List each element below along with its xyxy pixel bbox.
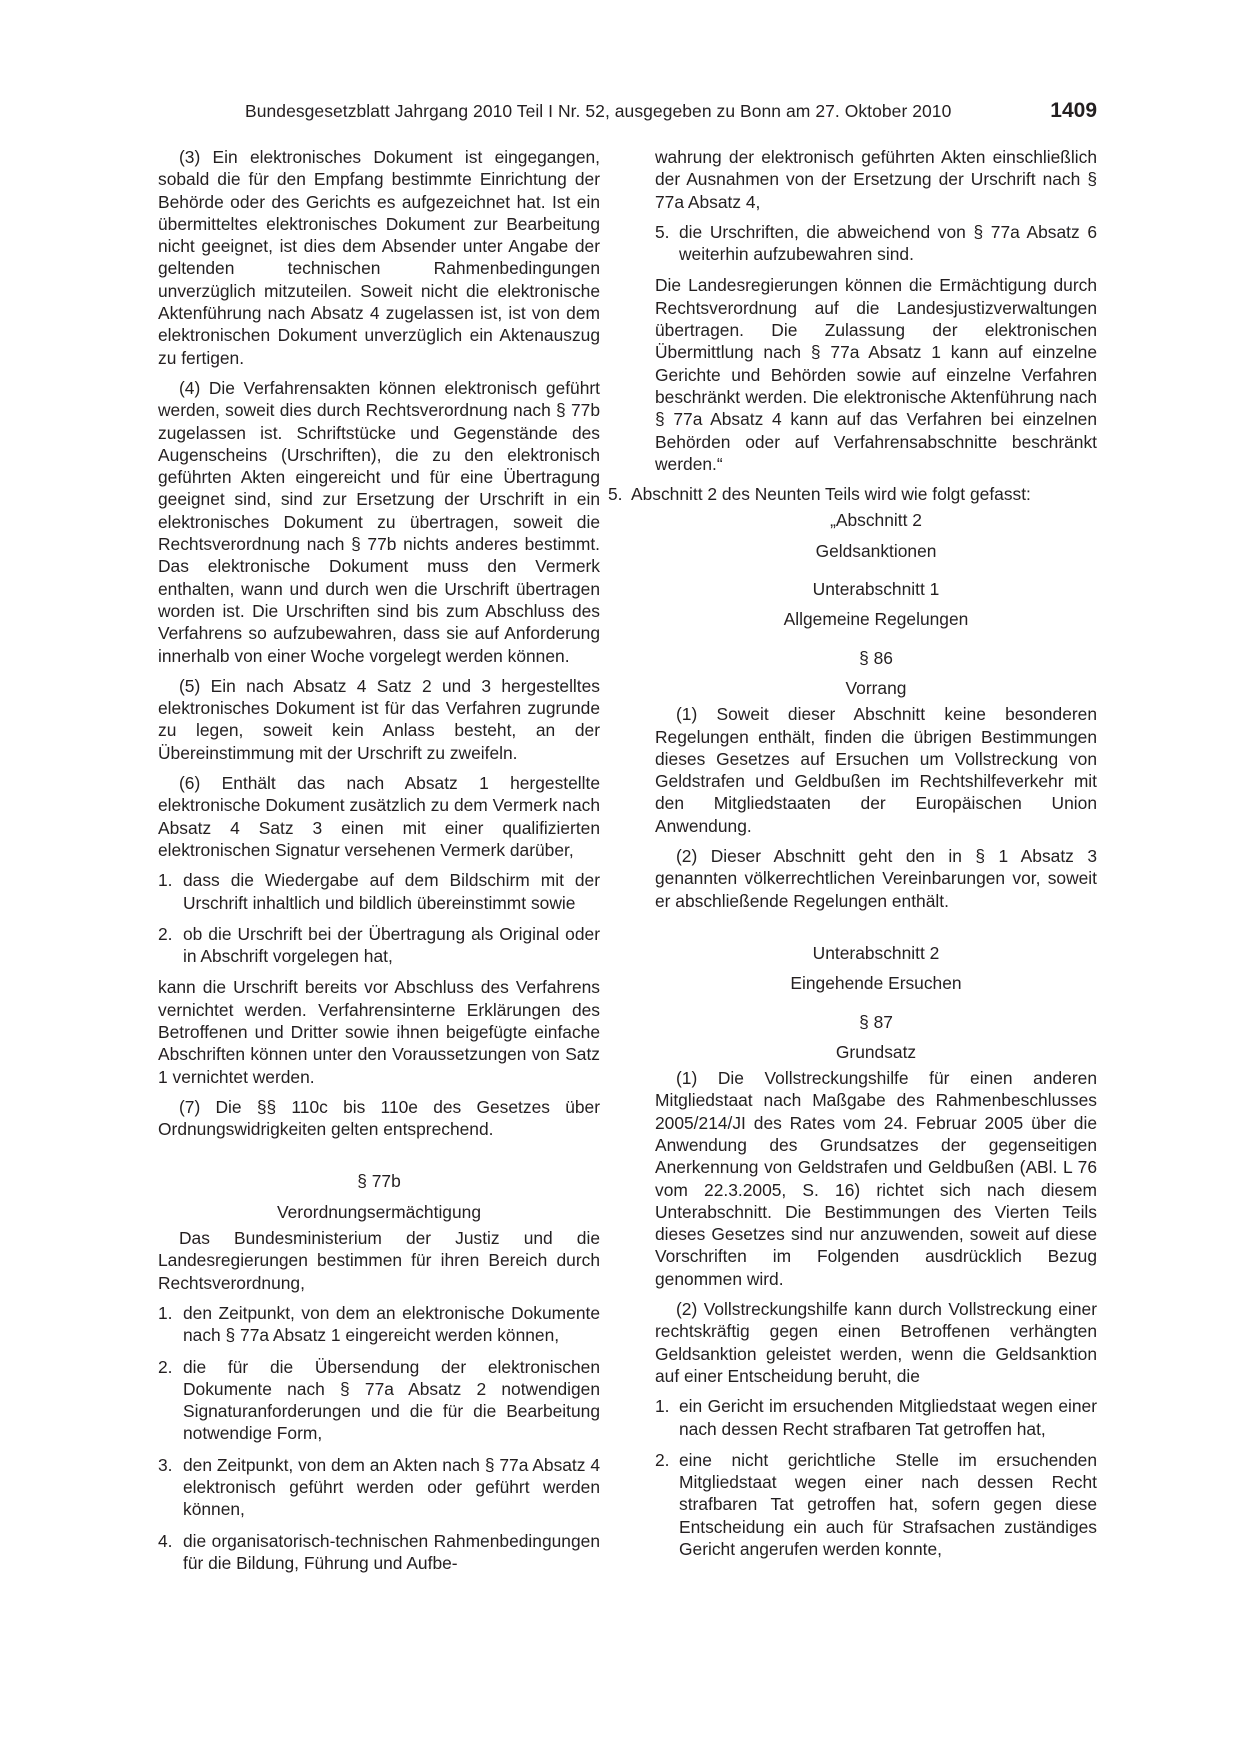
section-77b-intro: Das Bundesministerium der Justiz und die Landesregierungen bestimmen für ihren Bereich durch Rechtsverordnung, [158,1228,600,1293]
header-title: Bundesgesetzblatt Jahrgang 2010 Teil I Nr. 52, ausgegeben zu Bonn am 27. Oktober 2010 [245,101,952,121]
section-number: § 87 [859,1011,893,1032]
list-item [158,869,600,914]
unterabschnitt-title: Eingehende Ersuchen [790,973,962,994]
paragraph-77a-6-continuation: kann die Urschrift bereits vor Abschluss des Verfahrens vernichtet werden. Verfahrensinterne Erklärungen des Betroffenen und Dritter sowie ihnen beigefügte einfache Abschriften können unter den Voraussetzungen von Satz 1 vernichtet werden. [158,977,600,1087]
list-item-text: ein Gericht im ersuchenden Mitgliedstaat wegen einer nach dessen Recht strafbaren Tat getroffen hat, [679,1396,1097,1439]
section-86-paragraph-1: (1) Soweit dieser Abschnitt keine besonderen Regelungen enthält, finden die übrigen Bestimmungen dieses Gesetzes auf Ersuchen um Vollstreckung von Geldstrafen und Geldbußen im Rechtshilfeverkehr mit den Mitgliedstaaten der Europäischen Union Anwendung. [655,704,1097,836]
paragraph-77a-4: (4) Die Verfahrensakten können elektronisch geführt werden, soweit dies durch Rechtsverordnung nach § 77b zugelassen ist. Schriftstücke und Gegenstände des Augenscheins (Urschriften), die zu den elektronisch geführten Akten eingereicht und für eine Übertragung geeignet sind, sind zur Ersetzung der Urschrift in ein elektronisches Dokument zu übertragen, soweit die Rechtsverordnung nach § 77b nichts anderes bestimmt. Das elektronische Dokument muss den Vermerk enthalten, wann und durch wen die Urschrift übertragen worden ist. Die Urschriften sind bis zum Abschluss des Verfahrens so aufzubewahren, dass sie auf Anforderung innerhalb von einer Woche vorgelegt werden können. [158,377,600,666]
section-number: § 77b [357,1171,401,1192]
abschnitt-heading: „Abschnitt 2 [830,510,922,531]
list-item-number: 1. [655,1396,670,1417]
running-header [245,101,1097,131]
paragraph-77a-7: (7) Die §§ 110c bis 110e des Gesetzes über Ordnungswidrigkeiten gelten entsprechend. [158,1096,600,1140]
list-item [655,221,1097,266]
list-item-text: den Zeitpunkt, von dem an elektronische Dokumente nach § 77a Absatz 1 eingereicht werden können, [183,1302,600,1346]
page-number: 1409 [1050,99,1097,122]
amendment-item [608,483,1097,505]
section-87-paragraph-2: (2) Vollstreckungshilfe kann durch Vollstreckung einer rechtskräftig gegen einen Betroffenen verhängten Geldsanktion geleistet werden, wenn die Geldsanktion auf einer Entscheidung beruht, die [655,1299,1097,1386]
list-item-number: 2. [158,1356,173,1377]
list-item-text: eine nicht gerichtliche Stelle im ersuchenden Mitgliedstaat wegen einer nach dessen Recht strafbaren Tat getroffen hat, sofern gegen diese Entscheidung ein auch für Strafsachen zuständiges Gericht angerufen werden konnte, [679,1449,1097,1560]
list-item-number: 3. [158,1454,173,1475]
section-87-paragraph-1: (1) Die Vollstreckungshilfe für einen anderen Mitgliedstaat nach Maßgabe des Rahmenbeschlusses 2005/214/JI des Rates vom 24. Februar 2005 über die Anwendung des Grundsatzes der gegenseitigen Anerkennung von Geldstrafen und Geldbußen (ABl. L 76 vom 22.3.2005, S. 16) richtet sich nach diesem Unterabschnitt. Die Bestimmungen des Vierten Teils dieses Gesetzes sind nur anzuwenden, soweit auf diese Vorschriften im Folgenden ausdrücklich Bezug genommen wird. [655,1068,1097,1289]
unterabschnitt-title: Allgemeine Regelungen [783,609,969,630]
paragraph-77a-6: (6) Enthält das nach Absatz 1 hergestellte elektronische Dokument zusätzlich zu dem Vermerk nach Absatz 4 Satz 3 einen mit einer qualifizierten elektronischen Signatur versehenen Vermerk darüber, [158,773,600,860]
list-item-text: die organisatorisch-technischen Rahmenbedingungen für die Bildung, Führung und Aufbe- [183,1530,600,1573]
abschnitt-title: Geldsanktionen [815,540,937,561]
section-title: Verordnungsermächtigung [277,1201,481,1222]
amendment-text: Abschnitt 2 des Neunten Teils wird wie folgt gefasst: [631,484,1031,505]
unterabschnitt-heading: Unterabschnitt 2 [812,942,940,963]
list-item-text: dass die Wiedergabe auf dem Bildschirm mit der Urschrift inhaltlich und bildlich übereinstimmt sowie [183,870,600,913]
section-title: Grundsatz [835,1041,917,1062]
list-item-number: 2. [158,923,173,944]
list-item-number: 2. [655,1449,670,1470]
paragraph-77a-5: (5) Ein nach Absatz 4 Satz 2 und 3 hergestelltes elektronisches Dokument ist für das Verfahren zugrunde zu legen, soweit kein Anlass besteht, an der Übereinstimmung mit der Urschrift zu zweifeln. [158,675,600,763]
right-column [608,146,1097,1569]
section-86-paragraph-2: (2) Dieser Abschnitt geht den in § 1 Absatz 3 genannten völkerrechtlichen Vereinbarungen vor, soweit er abschließende Regelungen enthält. [655,846,1097,911]
list-item-text: die Urschriften, die abweichend von § 77a Absatz 6 weiterhin aufzubewahren sind. [679,221,1097,265]
delegation-paragraph: Die Landesregierungen können die Ermächtigung durch Rechtsverordnung auf die Landesjustizverwaltungen übertragen. Die Zulassung der elektronischen Übermittlung nach § 77a Absatz 1 kann auf einzelne Gerichte und Behörden sowie auf einzelne Verfahren beschränkt werden. Die elektronische Aktenführung nach § 77a Absatz 4 kann auf das Verfahren bei einzelnen Behörden oder auf Verfahrensabschnitte beschränkt werden.“ [655,275,1097,474]
list-item-text: die für die Übersendung der elektronischen Dokumente nach § 77a Absatz 2 notwendigen Signaturanforderungen und die für die Bearbeitung notwendige Form, [183,1356,600,1444]
unterabschnitt-heading: Unterabschnitt 1 [812,579,940,600]
list-item-number: 1. [158,870,173,891]
section-title: Vorrang [845,677,907,698]
amendment-number: 5. [608,484,623,505]
list-item [158,1302,600,1347]
list-item [158,1356,600,1445]
section-number: § 86 [859,647,893,668]
list-item [655,1395,1097,1440]
list-item-continuation: wahrung der elektronisch geführten Akten einschließlich der Ausnahmen von der Ersetzung der Urschrift nach § 77a Absatz 4, [655,147,1097,212]
list-item [655,1449,1097,1560]
paragraph-77a-3: (3) Ein elektronisches Dokument ist eingegangen, sobald die für den Empfang bestimmte Einrichtung der Behörde oder des Gerichts es aufgezeichnet hat. Ist ein übermitteltes elektronisches Dokument zur Bearbeitung nicht geeignet, ist dies dem Absender unter Angabe der geltenden technischen Rahmenbedingungen unverzüglich mitzuteilen. Soweit nicht die elektronische Aktenführung nach Absatz 4 zugelassen ist, ist von dem elektronischen Dokument unverzüglich ein Aktenauszug zu fertigen. [158,147,600,368]
list-item-number: 4. [158,1530,173,1551]
list-item [158,1454,600,1521]
left-column [158,146,600,1583]
list-item-text: ob die Urschrift bei der Übertragung als Original oder in Abschrift vorgelegen hat, [183,923,600,967]
list-item [158,1530,600,1575]
list-item [158,923,600,968]
list-item-number: 5. [655,221,670,242]
list-item-text: den Zeitpunkt, von dem an Akten nach § 77a Absatz 4 elektronisch geführt werden oder geführt werden können, [183,1454,600,1520]
list-item-number: 1. [158,1302,173,1323]
